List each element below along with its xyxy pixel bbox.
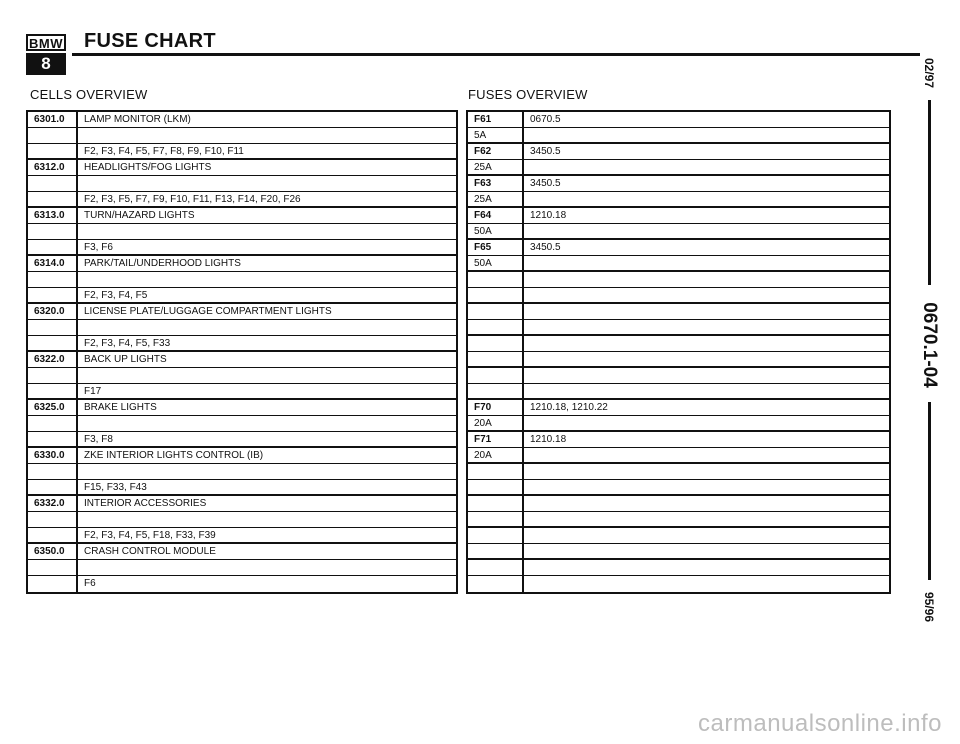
cell-description: F15, F33, F43 <box>84 482 147 493</box>
cells-row <box>28 176 456 192</box>
cell-description: F6 <box>84 578 96 589</box>
fuses-row <box>468 272 889 288</box>
fuses-row <box>468 224 889 240</box>
fuse-reference <box>524 576 889 592</box>
fuse-id <box>468 528 524 543</box>
cell-description <box>78 224 456 239</box>
cells-row <box>28 112 456 128</box>
fuse-id: 5A <box>468 128 524 142</box>
cell-description <box>78 368 456 383</box>
fuse-id <box>468 512 524 526</box>
cell-code <box>28 272 78 287</box>
fuses-row <box>468 336 889 352</box>
fuse-reference <box>524 288 889 302</box>
cells-row <box>28 320 456 336</box>
fuses-row <box>468 544 889 560</box>
fuse-reference <box>524 336 889 351</box>
fuse-id: 50A <box>468 256 524 270</box>
fuse-reference <box>524 384 889 398</box>
fuses-overview-heading: FUSES OVERVIEW <box>468 87 588 102</box>
fuses-row <box>468 400 889 416</box>
cell-code <box>28 240 78 254</box>
cell-code: 6322.0 <box>28 352 78 367</box>
cell-description <box>78 464 456 479</box>
fuse-id: 20A <box>468 416 524 430</box>
fuse-id <box>468 384 524 398</box>
fuses-row <box>468 368 889 384</box>
cell-code <box>28 432 78 446</box>
side-margin <box>914 0 944 744</box>
fuse-id: F62 <box>468 144 524 159</box>
cell-code: 6332.0 <box>28 496 78 511</box>
cell-description: F3, F8 <box>84 434 113 445</box>
fuse-reference <box>524 544 889 558</box>
fuses-row <box>468 496 889 512</box>
fuse-id <box>468 496 524 511</box>
cells-row <box>28 416 456 432</box>
cells-row <box>28 192 456 208</box>
cell-code: 6314.0 <box>28 256 78 271</box>
fuse-id <box>468 544 524 558</box>
fuse-id: 20A <box>468 448 524 462</box>
cell-description: PARK/TAIL/UNDERHOOD LIGHTS <box>84 258 241 269</box>
logo-model: 8 <box>26 53 66 75</box>
fuse-reference <box>524 128 889 142</box>
cell-description <box>78 128 456 143</box>
cells-row <box>28 544 456 560</box>
fuse-reference <box>524 496 889 511</box>
cell-description <box>78 320 456 335</box>
cells-row <box>28 400 456 416</box>
fuse-id <box>468 320 524 334</box>
fuse-reference <box>524 464 889 479</box>
cells-row <box>28 368 456 384</box>
fuse-id <box>468 576 524 592</box>
fuse-reference <box>524 272 889 287</box>
cell-code: 6312.0 <box>28 160 78 175</box>
side-date-top: 02/97 <box>922 57 936 89</box>
cell-code <box>28 368 78 383</box>
cells-row <box>28 352 456 368</box>
cell-code <box>28 144 78 158</box>
cells-row <box>28 432 456 448</box>
fuse-id: F71 <box>468 432 524 447</box>
cells-row <box>28 160 456 176</box>
fuse-reference <box>524 416 889 430</box>
cell-code: 6301.0 <box>28 112 78 127</box>
fuses-row <box>468 256 889 272</box>
cell-code <box>28 416 78 431</box>
cell-description: LICENSE PLATE/LUGGAGE COMPARTMENT LIGHTS <box>84 306 332 317</box>
fuses-row <box>468 560 889 576</box>
side-rule-bottom <box>928 402 931 580</box>
fuse-reference <box>524 224 889 238</box>
fuses-row <box>468 416 889 432</box>
fuses-row <box>468 432 889 448</box>
fuse-reference <box>524 448 889 462</box>
fuse-id <box>468 336 524 351</box>
fuse-id: F61 <box>468 112 524 127</box>
fuses-row <box>468 320 889 336</box>
cell-code: 6313.0 <box>28 208 78 223</box>
fuse-id <box>468 352 524 366</box>
cell-code: 6325.0 <box>28 400 78 415</box>
bmw-logo <box>26 34 66 76</box>
cell-description: F3, F6 <box>84 242 113 253</box>
side-date-bottom: 95/96 <box>922 591 936 623</box>
cell-description <box>78 560 456 575</box>
cell-code <box>28 192 78 206</box>
page-title: FUSE CHART <box>84 30 216 52</box>
fuse-reference <box>524 160 889 174</box>
cells-row <box>28 496 456 512</box>
fuse-reference <box>524 192 889 206</box>
cell-code <box>28 480 78 494</box>
cells-table <box>26 110 458 594</box>
fuse-reference: 3450.5 <box>530 178 561 189</box>
cells-row <box>28 560 456 576</box>
watermark: carmanualsonline.info <box>698 710 942 737</box>
fuse-id <box>468 560 524 575</box>
cell-description: BRAKE LIGHTS <box>84 402 157 413</box>
fuse-reference <box>524 256 889 270</box>
cell-description <box>78 176 456 191</box>
cells-row <box>28 384 456 400</box>
fuse-reference: 3450.5 <box>530 146 561 157</box>
fuse-reference <box>524 528 889 543</box>
cell-code <box>28 336 78 350</box>
fuse-reference: 1210.18 <box>530 210 567 221</box>
fuse-id <box>468 480 524 494</box>
fuse-reference: 3450.5 <box>530 242 561 253</box>
fuse-id <box>468 304 524 319</box>
cell-description: HEADLIGHTS/FOG LIGHTS <box>84 162 212 173</box>
cell-description: F2, F3, F4, F5, F33 <box>84 338 171 349</box>
fuse-reference <box>524 368 889 383</box>
cells-row <box>28 240 456 256</box>
cells-row <box>28 128 456 144</box>
fuses-row <box>468 208 889 224</box>
cells-row <box>28 224 456 240</box>
cell-code <box>28 176 78 191</box>
fuses-row <box>468 352 889 368</box>
cell-code: 6350.0 <box>28 544 78 559</box>
fuse-id: 25A <box>468 192 524 206</box>
cell-description: F2, F3, F4, F5, F7, F8, F9, F10, F11 <box>84 146 244 157</box>
fuse-id <box>468 464 524 479</box>
fuse-id: F70 <box>468 400 524 415</box>
fuses-table <box>466 110 891 594</box>
fuse-id <box>468 368 524 383</box>
cell-code <box>28 560 78 575</box>
cell-description: INTERIOR ACCESSORIES <box>84 498 207 509</box>
fuses-row <box>468 128 889 144</box>
fuses-row <box>468 480 889 496</box>
cells-row <box>28 144 456 160</box>
cell-description: CRASH CONTROL MODULE <box>84 546 216 557</box>
cells-row <box>28 336 456 352</box>
fuses-row <box>468 304 889 320</box>
fuse-reference: 1210.18 <box>530 434 567 445</box>
fuses-row <box>468 576 889 592</box>
cells-row <box>28 480 456 496</box>
cells-row <box>28 512 456 528</box>
fuses-row <box>468 448 889 464</box>
side-rule-top <box>928 100 931 285</box>
fuses-row <box>468 160 889 176</box>
fuse-id: F63 <box>468 176 524 191</box>
cell-code <box>28 576 78 592</box>
cell-code: 6320.0 <box>28 304 78 319</box>
fuses-row <box>468 240 889 256</box>
fuse-reference <box>524 560 889 575</box>
cells-row <box>28 576 456 592</box>
cell-code <box>28 320 78 335</box>
cell-code <box>28 528 78 542</box>
fuse-id: 50A <box>468 224 524 238</box>
fuses-row <box>468 192 889 208</box>
fuse-reference <box>524 480 889 494</box>
fuses-row <box>468 176 889 192</box>
fuses-row <box>468 144 889 160</box>
cell-description: LAMP MONITOR (LKM) <box>84 114 191 125</box>
cell-description: F2, F3, F5, F7, F9, F10, F11, F13, F14, F20, F26 <box>84 194 301 205</box>
cells-overview-heading: CELLS OVERVIEW <box>30 87 148 102</box>
fuses-row <box>468 512 889 528</box>
fuses-row <box>468 528 889 544</box>
fuse-reference <box>524 352 889 366</box>
side-doc-number: 0670.1-04 <box>919 302 941 388</box>
fuses-row <box>468 288 889 304</box>
fuse-reference: 0670.5 <box>530 114 561 125</box>
cell-description <box>78 512 456 527</box>
cells-row <box>28 272 456 288</box>
cell-description: BACK UP LIGHTS <box>84 354 167 365</box>
fuse-id <box>468 272 524 287</box>
cells-row <box>28 256 456 272</box>
cell-description <box>78 272 456 287</box>
cells-row <box>28 208 456 224</box>
cell-description: F2, F3, F4, F5, F18, F33, F39 <box>84 530 216 541</box>
fuse-id: F64 <box>468 208 524 223</box>
cell-description: TURN/HAZARD LIGHTS <box>84 210 195 221</box>
fuse-reference: 1210.18, 1210.22 <box>530 402 608 413</box>
fuses-row <box>468 384 889 400</box>
cells-row <box>28 448 456 464</box>
fuse-id <box>468 288 524 302</box>
fuses-row <box>468 112 889 128</box>
cells-row <box>28 528 456 544</box>
cell-code <box>28 512 78 527</box>
fuse-id: 25A <box>468 160 524 174</box>
cell-description <box>78 416 456 431</box>
cell-code <box>28 288 78 302</box>
cells-row <box>28 304 456 320</box>
logo-text: BMW <box>26 34 66 51</box>
fuse-id: F65 <box>468 240 524 255</box>
cell-code <box>28 464 78 479</box>
cells-row <box>28 288 456 304</box>
fuse-reference <box>524 304 889 319</box>
cell-description: F17 <box>84 386 102 397</box>
cell-description: F2, F3, F4, F5 <box>84 290 148 301</box>
cell-code <box>28 224 78 239</box>
cells-row <box>28 464 456 480</box>
fuses-row <box>468 464 889 480</box>
cell-code <box>28 128 78 143</box>
cell-code <box>28 384 78 398</box>
cell-code: 6330.0 <box>28 448 78 463</box>
cell-description: ZKE INTERIOR LIGHTS CONTROL (IB) <box>84 450 264 461</box>
fuse-reference <box>524 320 889 334</box>
title-rule <box>72 53 920 56</box>
fuse-reference <box>524 512 889 526</box>
